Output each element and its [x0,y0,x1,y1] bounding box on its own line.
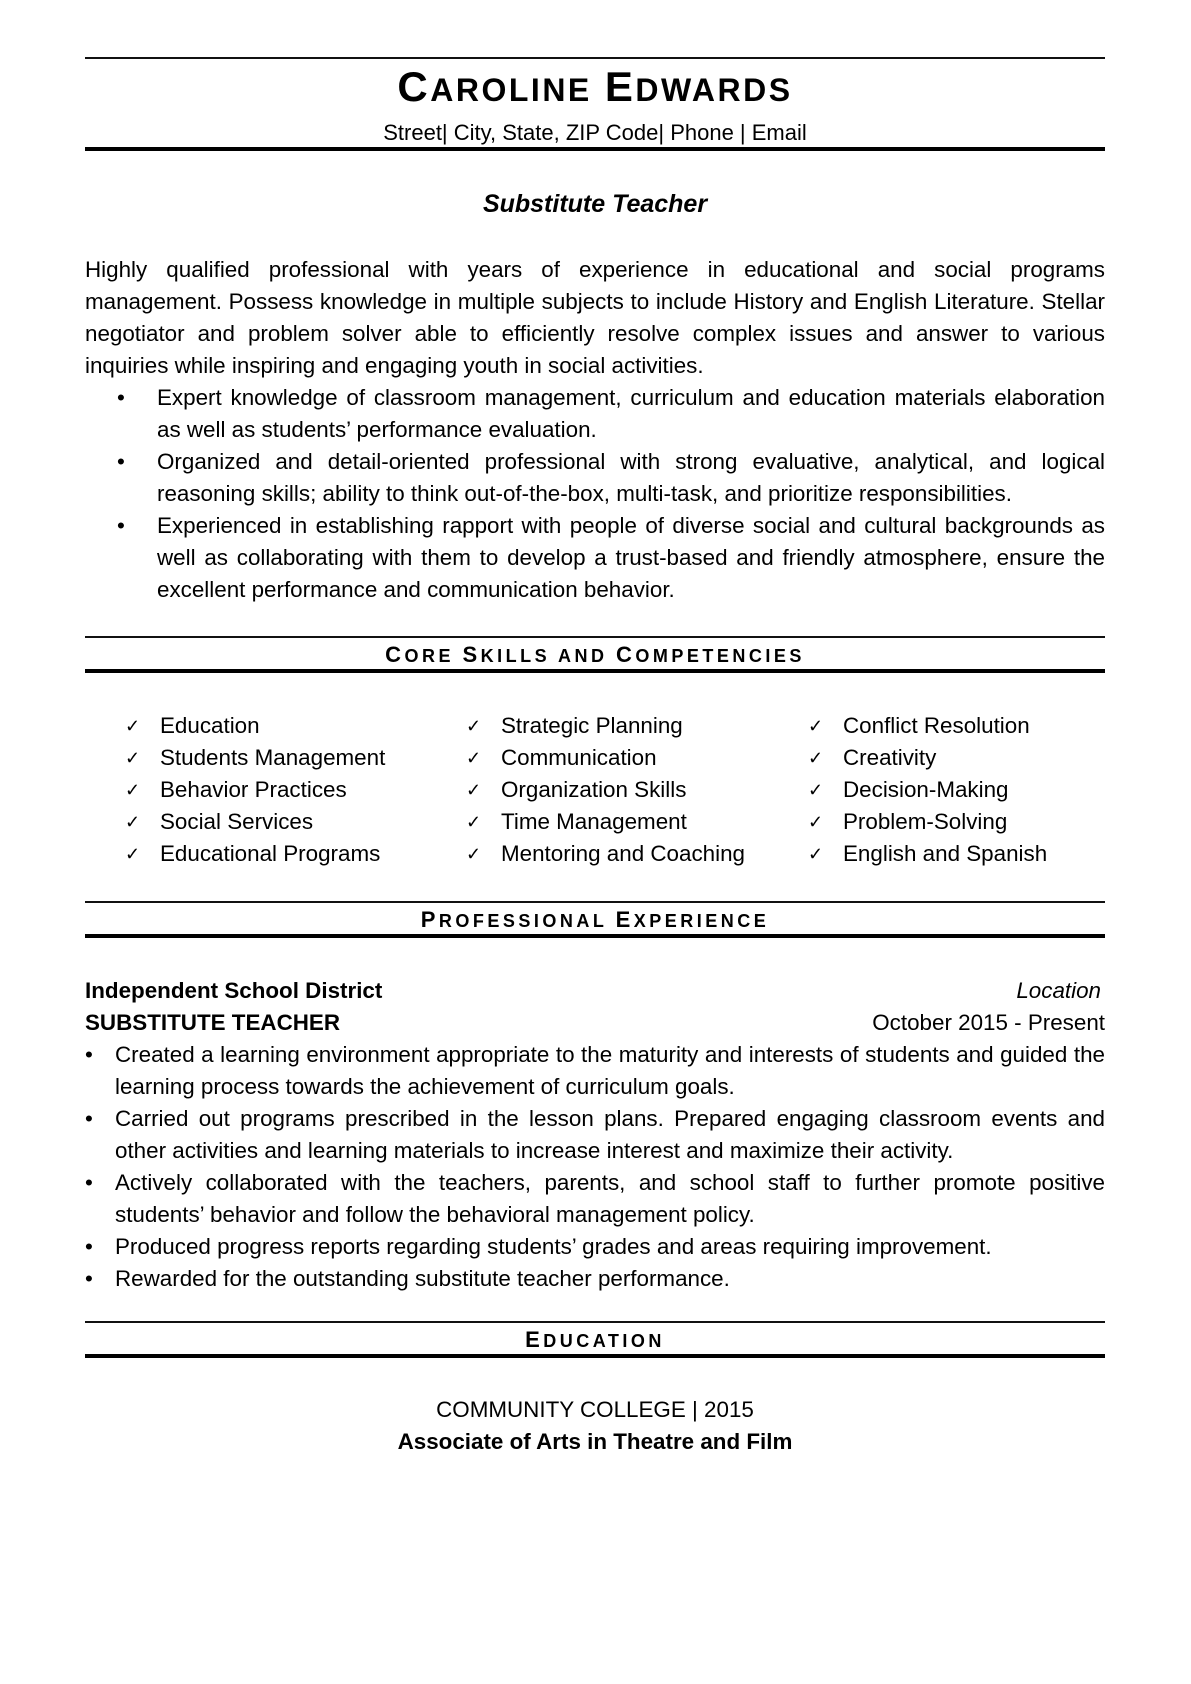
skills-grid [85,710,1105,880]
name-initial-first: C [397,63,431,110]
header-bottom-rule [85,147,1105,151]
checkmark-icon: ✓ [808,716,824,736]
summary-bullet-text: Organized and detail-oriented professional with strong evaluative, analytical, and logical reasoning skills; ability to think out-of-the-box, multi-task, and prioritize responsibilities. [157,449,1105,506]
summary-bullet [85,446,1105,510]
job-bullet-text: Carried out programs prescribed in the lesson plans. Prepared engaging classroom events and other activities and learning materials to increase interest and maximize their activity. [115,1106,1105,1163]
checkmark-icon: ✓ [125,780,141,800]
checkmark-icon: ✓ [466,780,482,800]
experience-bottom-rule [85,934,1105,938]
skill-label: Problem-Solving [843,809,1008,834]
summary-section [85,254,1105,382]
education-top-rule [85,1321,1105,1323]
checkmark-icon: ✓ [466,844,482,864]
bullet-icon: • [85,1234,93,1259]
checkmark-icon: ✓ [808,780,824,800]
skill-label: Organization Skills [501,777,687,802]
checkmark-icon: ✓ [808,748,824,768]
checkmark-icon: ✓ [466,748,482,768]
skills-section-title [85,643,1105,668]
experience-top-rule [85,901,1105,903]
education-section-title [85,1328,1105,1353]
job-organization: Independent School District [85,978,383,1003]
summary-bullet-text: Expert knowledge of classroom management, curriculum and education materials elaboration as well as students’ performance evaluation. [157,385,1105,442]
skill-label: Conflict Resolution [843,713,1030,738]
skill-label: Communication [501,745,657,770]
checkmark-icon: ✓ [808,812,824,832]
contact-line: Street| City, State, ZIP Code| Phone | Email [383,120,807,145]
checkmark-icon: ✓ [466,812,482,832]
job-bullet [85,1231,1105,1263]
job-bullet [85,1263,1105,1295]
name-rest-first: AROLINE [430,72,592,108]
skill-label: Social Services [160,809,314,834]
summary-paragraph: Highly qualified professional with years of experience in educational and social programs management. Possess knowledge in multiple subjects to include History and English Literature. Stellar negotiator and problem solver able to efficiently resolve complex issues and answer to various inquiries while inspiring and engaging youth in social activities. [85,257,1105,378]
summary-bullet [85,382,1105,446]
title-cap: E [615,907,634,932]
bullet-icon: • [85,1170,93,1195]
skill-label: Strategic Planning [501,713,683,738]
header-top-rule [85,57,1105,59]
title-rest: OMPETENCIES [635,646,805,666]
job-bullet-text: Actively collaborated with the teachers, parents, and school staff to further promote positive students’ behavior and follow the behavioral management policy. [115,1170,1105,1227]
bullet-icon: • [85,1266,93,1291]
checkmark-icon: ✓ [125,716,141,736]
candidate-name [85,62,1105,115]
title-cap: E [525,1327,544,1352]
name-initial-last: E [604,63,636,110]
skill-label: English and Spanish [843,841,1048,866]
checkmark-icon: ✓ [466,716,482,736]
job-bullet [85,1167,1105,1231]
checkmark-icon: ✓ [808,844,824,864]
job-headline: Substitute Teacher [482,190,708,218]
skill-label: Creativity [843,745,937,770]
title-rest: KILLS AND [480,646,616,666]
checkmark-icon: ✓ [125,844,141,864]
education-degree: Associate of Arts in Theatre and Film [397,1429,793,1454]
summary-bullet [85,510,1105,606]
title-cap: C [616,642,636,667]
bullet-icon: • [117,385,125,410]
skill-label: Time Management [501,809,687,834]
skill-label: Decision-Making [843,777,1009,802]
job-title: SUBSTITUTE TEACHER [85,1010,341,1035]
bullet-icon: • [85,1042,93,1067]
title-cap: S [462,642,481,667]
title-rest: ROFESSIONAL [438,911,616,931]
job-bullet-text: Created a learning environment appropriate to the maturity and interests of students and guided the learning process towards the achievement of curriculum goals. [115,1042,1105,1099]
skill-label: Educational Programs [160,841,381,866]
job-bullet [85,1103,1105,1167]
checkmark-icon: ✓ [125,812,141,832]
job-bullet-text: Rewarded for the outstanding substitute teacher performance. [115,1266,730,1291]
bullet-icon: • [117,449,125,474]
bullet-icon: • [85,1106,93,1131]
job-bullet-text: Produced progress reports regarding students’ grades and areas requiring improvement. [115,1234,992,1259]
checkmark-icon: ✓ [125,748,141,768]
title-rest: DUCATION [543,1331,665,1351]
title-cap: C [385,642,405,667]
skill-label: Mentoring and Coaching [501,841,745,866]
skill-label: Students Management [160,745,386,770]
title-cap: P [420,907,439,932]
summary-bullet-list [85,382,1105,606]
job-dates: October 2015 - Present [872,1010,1105,1035]
title-rest: ORE [404,646,463,666]
name-rest-last: DWARDS [635,72,793,108]
job-bullet-list [85,1039,1105,1295]
skill-label: Education [160,713,260,738]
skills-top-rule [85,636,1105,638]
skills-bottom-rule [85,669,1105,673]
education-bottom-rule [85,1354,1105,1358]
summary-bullet-text: Experienced in establishing rapport with people of diverse social and cultural backgrounds as well as collaborating with them to develop a trust-based and friendly atmosphere, ensure the excellent performance and communication behavior. [157,513,1105,602]
bullet-icon: • [117,513,125,538]
experience-section-title [85,908,1105,933]
job-bullet [85,1039,1105,1103]
education-school: COMMUNITY COLLEGE | 2015 [436,1397,754,1422]
job-location: Location [1016,978,1101,1003]
skill-label: Behavior Practices [160,777,347,802]
title-rest: XPERIENCE [633,911,770,931]
